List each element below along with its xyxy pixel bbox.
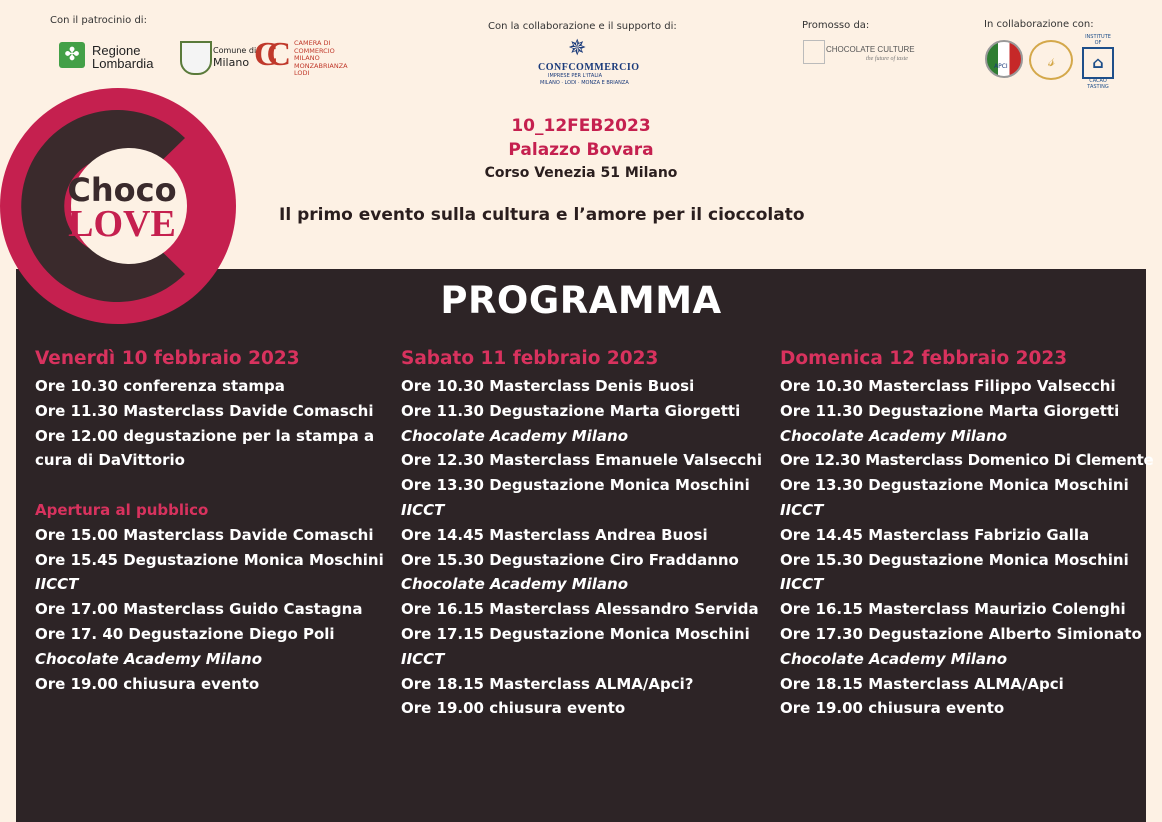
apci-logo-icon xyxy=(985,40,1023,78)
day-heading: Sabato 11 febbraio 2023 xyxy=(401,348,659,369)
apci-text: APCI xyxy=(994,63,1008,70)
schedule-line: Ore 14.45 Masterclass Fabrizio Galla xyxy=(780,525,1090,544)
schedule-line: Ore 19.00 chiusura evento xyxy=(780,699,1005,718)
camera-line-5: LODI xyxy=(294,69,310,77)
event-venue: Palazzo Bovara xyxy=(508,140,654,160)
regione-line-2: Lombardia xyxy=(92,56,154,71)
schedule-line: Ore 12.30 Masterclass Emanuele Valsecchi xyxy=(401,451,762,470)
institute-text-bottom xyxy=(1078,78,1118,90)
schedule-line: Ore 13.30 Degustazione Monica Moschini xyxy=(401,476,750,495)
comune-milano-shield-icon xyxy=(180,41,212,75)
schedule-line: Ore 11.30 Masterclass Davide Comaschi xyxy=(35,401,374,420)
camera-line-4: MONZABRIANZA xyxy=(294,61,348,70)
gold-anniversary-icon: 𝓈 xyxy=(1029,40,1073,80)
regione-lombardia-logo xyxy=(59,42,85,68)
schedule-line: Ore 11.30 Degustazione Marta Giorgetti xyxy=(780,401,1120,420)
schedule-line: IICCT xyxy=(401,500,445,519)
institute-text-top xyxy=(1078,34,1118,46)
schedule-line: Ore 18.15 Masterclass ALMA/Apci xyxy=(780,674,1064,693)
chocolate-culture-icon xyxy=(803,40,825,64)
collaborazione-supporto-label: Con la collaborazione e il supporto di: xyxy=(488,21,677,32)
camera-line-2: COMMERCIO xyxy=(294,46,335,55)
day-heading: Venerdì 10 febbraio 2023 xyxy=(35,348,300,369)
camera-commercio-text xyxy=(294,40,348,78)
schedule-line: Ore 17. 40 Degustazione Diego Poli xyxy=(35,624,335,643)
chocolate-culture-sub: the future of taste xyxy=(866,56,908,62)
day-column-saturday xyxy=(401,344,762,721)
event-tagline: Il primo evento sulla cultura e l’amore per il cioccolato xyxy=(279,205,805,225)
regione-line-1: Regione xyxy=(92,43,141,58)
logo-love-text: LOVE xyxy=(68,203,176,245)
schedule-line: Ore 17.30 Degustazione Alberto Simionato xyxy=(780,624,1142,643)
camera-commercio-icon: CC xyxy=(254,36,280,73)
schedule-line: Ore 10.30 conferenza stampa xyxy=(35,377,285,395)
in-collaborazione-label: In collaborazione con: xyxy=(984,19,1094,30)
confcommercio-eagle-icon: ✵ xyxy=(568,36,587,61)
institute-line-4: TASTING xyxy=(1087,84,1109,90)
camera-line-3: MILANO xyxy=(294,54,320,62)
promosso-label: Promosso da: xyxy=(802,20,870,31)
schedule-line: Chocolate Academy Milano xyxy=(780,426,1008,445)
schedule-line: Ore 12.30 Masterclass Domenico Di Clemente xyxy=(780,451,1154,470)
schedule-line: IICCT xyxy=(401,649,445,668)
schedule-line: Ore 15.30 Degustazione Ciro Fraddanno xyxy=(401,550,739,569)
schedule-line: IICCT xyxy=(780,500,824,519)
comune-line-2: Milano xyxy=(213,56,250,69)
schedule-line: Ore 12.00 degustazione per la stampa a xyxy=(35,426,375,445)
schedule-line: Ore 17.00 Masterclass Guido Castagna xyxy=(35,600,363,619)
schedule-line: Ore 14.45 Masterclass Andrea Buosi xyxy=(401,525,708,544)
schedule-line: Ore 15.00 Masterclass Davide Comaschi xyxy=(35,525,374,544)
day-heading: Domenica 12 febbraio 2023 xyxy=(780,348,1068,369)
institute-line-1: INSTITUTE xyxy=(1085,34,1111,40)
schedule-line: Chocolate Academy Milano xyxy=(35,649,263,668)
comune-milano-text xyxy=(213,45,256,69)
schedule-line: Ore 19.00 chiusura evento xyxy=(35,674,260,693)
regione-lombardia-icon: ✤ xyxy=(59,42,85,68)
institute-line-3: CACAO xyxy=(1089,78,1107,84)
schedule-line: Chocolate Academy Milano xyxy=(780,649,1008,668)
schedule-line: cura di DaVittorio xyxy=(35,451,185,470)
regione-lombardia-text xyxy=(92,44,153,70)
institute-logo-icon: ⌂ xyxy=(1082,47,1114,79)
schedule-line: Ore 19.00 chiusura evento xyxy=(401,699,626,718)
schedule-line: Ore 15.30 Degustazione Monica Moschini xyxy=(780,550,1129,569)
programma-title: PROGRAMMA xyxy=(440,279,722,322)
patrocinio-label: Con il patrocinio di: xyxy=(50,15,147,26)
confcommercio-name: CONFCOMMERCIO xyxy=(538,62,640,73)
camera-line-1: CAMERA DI xyxy=(294,39,331,47)
schedule-line: IICCT xyxy=(35,575,79,594)
schedule-line: Ore 16.15 Masterclass Alessandro Servida xyxy=(401,600,759,619)
confcommercio-sub-1: IMPRESE PER L'ITALIA xyxy=(548,73,602,79)
schedule-line: IICCT xyxy=(780,575,824,594)
confcommercio-sub-2: MILANO · LODI · MONZA E BRIANZA xyxy=(540,80,629,86)
schedule-line: Ore 11.30 Degustazione Marta Giorgetti xyxy=(401,401,741,420)
schedule-line: Ore 17.15 Degustazione Monica Moschini xyxy=(401,624,750,643)
comune-line-1: Comune di xyxy=(213,46,257,55)
schedule-line: Ore 18.15 Masterclass ALMA/Apci? xyxy=(401,674,694,693)
schedule-line: Chocolate Academy Milano xyxy=(401,575,629,594)
day-column-friday xyxy=(35,344,384,696)
schedule-line: Ore 13.30 Degustazione Monica Moschini xyxy=(780,476,1129,495)
logo-choco-text: Choco xyxy=(67,171,177,209)
schedule-line: Ore 10.30 Masterclass Filippo Valsecchi xyxy=(780,377,1116,395)
institute-line-2: OF xyxy=(1094,40,1102,46)
schedule-line: Ore 15.45 Degustazione Monica Moschini xyxy=(35,550,384,569)
apertura-subheading: Apertura al pubblico xyxy=(35,500,209,519)
schedule-line: Chocolate Academy Milano xyxy=(401,426,629,445)
event-address: Corso Venezia 51 Milano xyxy=(484,165,678,181)
event-dates: 10_12FEB2023 xyxy=(511,116,651,136)
chocolate-culture-name: CHOCOLATE CULTURE xyxy=(826,45,915,54)
schedule-line: Ore 10.30 Masterclass Denis Buosi xyxy=(401,377,695,395)
day-column-sunday xyxy=(780,344,1153,721)
schedule-line: Ore 16.15 Masterclass Maurizio Colenghi xyxy=(780,600,1126,619)
